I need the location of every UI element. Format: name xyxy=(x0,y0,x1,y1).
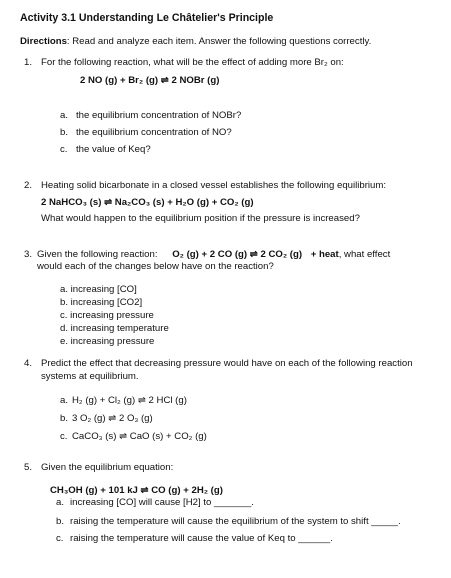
q5-item-b: raising the temperature will cause the equilibrium of the system to shift _____. xyxy=(70,516,401,527)
q1-item-c: the value of Keq? xyxy=(76,144,151,155)
q3-number: 3. xyxy=(24,249,33,260)
q1-item-b-letter: b. xyxy=(60,127,69,138)
q1-item-a: the equilibrium concentration of NOBr? xyxy=(76,110,242,121)
q3-text-before: Given the following reaction: xyxy=(37,249,158,260)
directions-label: Directions xyxy=(20,36,67,47)
q2-text: Heating solid bicarbonate in a closed vessel establishes the following equilibrium: xyxy=(41,180,387,191)
directions-text: : Read and analyze each item. Answer the following questions correctly. xyxy=(66,36,372,47)
q3-heat: + heat xyxy=(310,249,339,260)
q5-item-b-letter: b. xyxy=(56,516,65,527)
q4-item-b: 3 O₂ (g) ⇌ 2 O₃ (g) xyxy=(72,413,153,424)
q4-line1: Predict the effect that decreasing pressure would have on each of the following reaction xyxy=(41,358,413,369)
q5-text: Given the equilibrium equation: xyxy=(41,462,174,473)
q1-equation: 2 NO (g) + Br₂ (g) ⇌ 2 NOBr (g) xyxy=(80,75,220,86)
q4-number: 4. xyxy=(24,358,33,369)
q2-question: What would happen to the equilibrium position if the pressure is increased? xyxy=(41,213,360,224)
q3-item-e: e. increasing pressure xyxy=(60,336,155,347)
page-title: Activity 3.1 Understanding Le Châtelier's Principle xyxy=(20,12,274,24)
q3-text-after: , what effect xyxy=(338,249,391,260)
q4-item-a-letter: a. xyxy=(60,395,69,406)
q5-item-c: raising the temperature will cause the value of Keq to ______. xyxy=(70,533,333,544)
q3-line2: would each of the changes below have on the reaction? xyxy=(37,261,274,272)
q4-item-c-letter: c. xyxy=(60,431,68,442)
q3-line1 xyxy=(37,249,390,260)
q4-item-b-letter: b. xyxy=(60,413,69,424)
q1-item-a-letter: a. xyxy=(60,110,69,121)
q5-equation: CH₃OH (g) + 101 kJ ⇌ CO (g) + 2H₂ (g) xyxy=(50,485,223,496)
q2-equation: 2 NaHCO₃ (s) ⇌ Na₂CO₃ (s) + H₂O (g) + CO₂ (g) xyxy=(41,197,254,208)
q1-item-c-letter: c. xyxy=(60,144,68,155)
q5-item-a: increasing [CO] will cause [H2] to _______. xyxy=(70,497,254,508)
q1-text: For the following reaction, what will be the effect of adding more Br₂ on: xyxy=(41,57,344,68)
q3-equation: O₂ (g) + 2 CO (g) ⇌ 2 CO₂ (g) xyxy=(172,249,303,260)
q5-item-a-letter: a. xyxy=(56,497,65,508)
q1-number: 1. xyxy=(24,57,33,68)
q5-number: 5. xyxy=(24,462,33,473)
q2-number: 2. xyxy=(24,180,33,191)
q3-item-d: d. increasing temperature xyxy=(60,323,169,334)
q4-item-c: CaCO₃ (s) ⇌ CaO (s) + CO₂ (g) xyxy=(72,431,207,442)
q3-item-c: c. increasing pressure xyxy=(60,310,154,321)
q5-item-c-letter: c. xyxy=(56,533,64,544)
q4-item-a: H₂ (g) + Cl₂ (g) ⇌ 2 HCl (g) xyxy=(72,395,187,406)
q3-item-b: b. increasing [CO2] xyxy=(60,297,143,308)
q4-line2: systems at equilibrium. xyxy=(41,371,139,382)
q1-item-b: the equilibrium concentration of NO? xyxy=(76,127,232,138)
directions xyxy=(20,36,371,47)
q3-item-a: a. increasing [CO] xyxy=(60,284,137,295)
